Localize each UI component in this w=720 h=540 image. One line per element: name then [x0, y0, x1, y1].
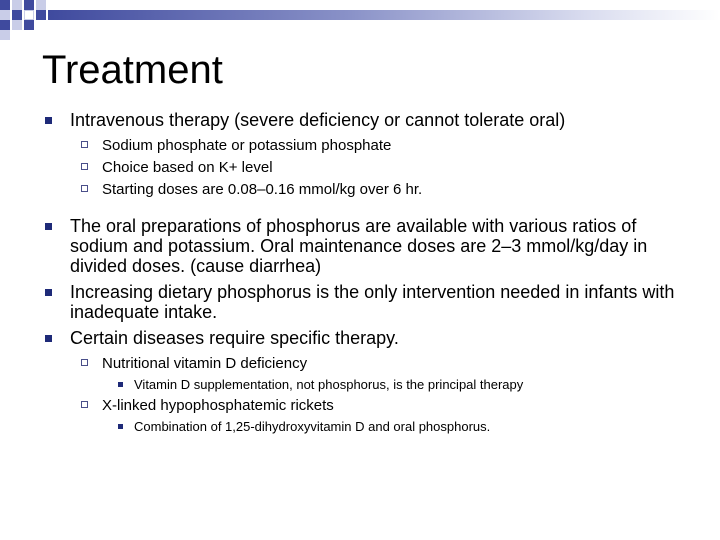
deco-square	[0, 30, 10, 40]
bullet-text: The oral preparations of phosphorus are available with various ratios of sodium and potassium. Oral maintenance doses are 2–3 mmol/kg/day in divided doses. (cause diarrhea)	[70, 216, 648, 276]
sub-bullet	[44, 158, 684, 177]
sub-bullet-text: Starting doses are 0.08–0.16 mmol/kg over 6 hr.	[102, 181, 423, 198]
detail-bullet-text: Vitamin D supplementation, not phosphorus, is the principal therapy	[134, 377, 524, 392]
deco-square	[0, 10, 10, 20]
hollow-square-bullet-icon	[81, 401, 88, 408]
deco-square	[36, 10, 46, 20]
bullet-dietary-phosphorus	[44, 282, 684, 322]
deco-square	[24, 20, 34, 30]
hollow-square-bullet-icon	[81, 163, 88, 170]
small-square-bullet-icon	[118, 424, 123, 429]
bullet-text: Increasing dietary phosphorus is the only intervention needed in infants with inadequate intake.	[70, 282, 675, 322]
sub-bullet	[44, 354, 684, 373]
detail-bullet	[44, 418, 684, 435]
small-square-bullet-icon	[118, 382, 123, 387]
bullet-iv-therapy	[44, 110, 684, 130]
header-decoration	[0, 0, 720, 40]
hollow-square-bullet-icon	[81, 185, 88, 192]
sub-bullet	[44, 136, 684, 155]
bullet-specific-therapy	[44, 328, 684, 348]
deco-square	[12, 20, 22, 30]
bullet-text: Intravenous therapy (severe deficiency or cannot tolerate oral)	[70, 110, 566, 130]
slide-content	[44, 110, 684, 438]
spacer	[44, 202, 684, 216]
sub-bullet	[44, 180, 684, 199]
deco-square	[24, 10, 34, 20]
hollow-square-bullet-icon	[81, 141, 88, 148]
sub-bullet-text: Sodium phosphate or potassium phosphate	[102, 137, 392, 154]
deco-square	[12, 10, 22, 20]
sub-bullet-text: X-linked hypophosphatemic rickets	[102, 397, 334, 414]
hollow-square-bullet-icon	[81, 359, 88, 366]
bullet-text: Certain diseases require specific therapy.	[70, 328, 399, 348]
header-gradient-bar	[48, 10, 720, 20]
sub-bullet-text: Nutritional vitamin D deficiency	[102, 355, 308, 372]
detail-bullet	[44, 376, 684, 393]
square-bullet-icon	[45, 117, 52, 124]
square-bullet-icon	[45, 289, 52, 296]
deco-square	[36, 0, 46, 10]
square-bullet-icon	[45, 335, 52, 342]
slide-title: Treatment	[42, 48, 223, 92]
deco-square	[24, 0, 34, 10]
detail-bullet-text: Combination of 1,25-dihydroxyvitamin D and oral phosphorus.	[134, 419, 491, 434]
square-bullet-icon	[45, 223, 52, 230]
bullet-oral-preparations	[44, 216, 684, 276]
sub-bullet-text: Choice based on K+ level	[102, 159, 273, 176]
deco-square	[0, 20, 10, 30]
deco-square	[0, 0, 10, 10]
deco-square	[12, 0, 22, 10]
sub-bullet	[44, 396, 684, 415]
